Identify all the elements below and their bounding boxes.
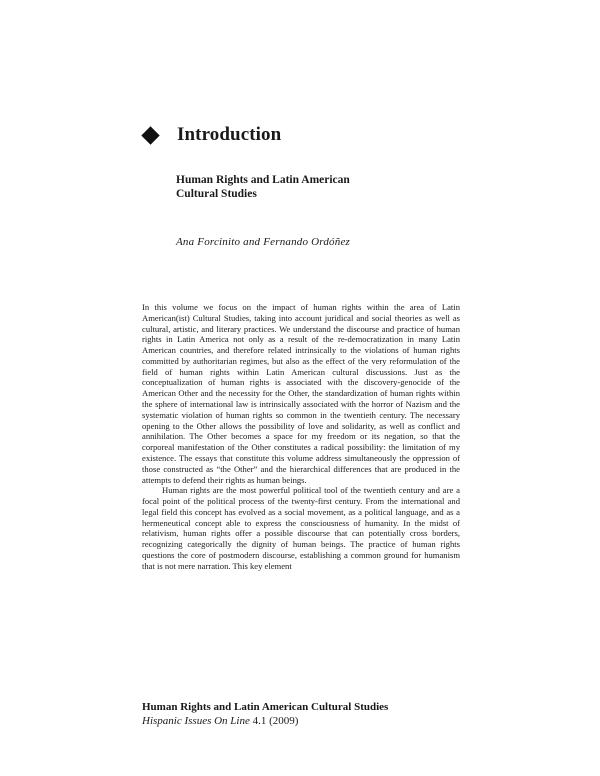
chapter-title: Introduction [177, 124, 282, 145]
page-footer [142, 700, 388, 728]
subtitle-line-1: Human Rights and Latin American [176, 174, 350, 186]
chapter-heading [142, 124, 281, 146]
footer-title: Human Rights and Latin American Cultural Studies [142, 701, 389, 713]
footer-publication: Hispanic Issues On Line [142, 715, 250, 727]
paragraph-2: Human rights are the most powerful political tool of the twentieth century and are a focal point of the political process of the twenty-first century. From the international and legal field this concept has evolved as a social movement, as a political language, and as a hermeneutical concept able to express the consciousness of humanity. In the midst of relativism, human rights offer a possible discourse that can potentially cross borders, recognizing categorically the dignity of human beings. The practice of human rights questions the core of postmodern discourse, establishing a common ground for humanism that is not mere narration. This key element [142, 485, 460, 571]
footer-issue: 4.1 (2009) [252, 715, 299, 727]
footer-citation [142, 714, 388, 728]
diamond-bullet-icon [141, 126, 159, 144]
paragraph-1: In this volume we focus on the impact of human rights within the area of Latin American(ist) Cultural Studies, taking into account juridical and social theories as well as cultural, artistic, and literary practices. We understand the discourse and practice of human rights in Latin America not only as a result of the re-democratization in many Latin American countries, and therefore related intrinsically to the violations of human rights committed by authoritarian regimes, but also as the effect of the very reformulation of the field of human rights within Latin American cultural discussions. Just as the conceptualization of human rights is associated with the discovery-genocide of the American Other and the necessity for the Other, the standardization of human rights within the sphere of international law is intrinsically associated with the horror of Nazism and the systematic violation of human rights so common in the twentieth century. The necessary opening to the Other allows the possibility of love and solidarity, as well as conflict and annihilation. The Other becomes a space for my freedom or its negation, so that the corporeal manifestation of the Other constitutes a radical possibility: the limitation of my existence. The essays that constitute this volume address simultaneously the oppression of those constructed as “the Other” and the hierarchical differences that are produced in the attempts to defend their rights as human beings. [142, 302, 460, 485]
body-text [142, 302, 460, 572]
subtitle-line-2: Cultural Studies [176, 188, 257, 200]
chapter-subtitle [176, 173, 350, 201]
authors-line: Ana Forcinito and Fernando Ordóñez [176, 236, 351, 248]
